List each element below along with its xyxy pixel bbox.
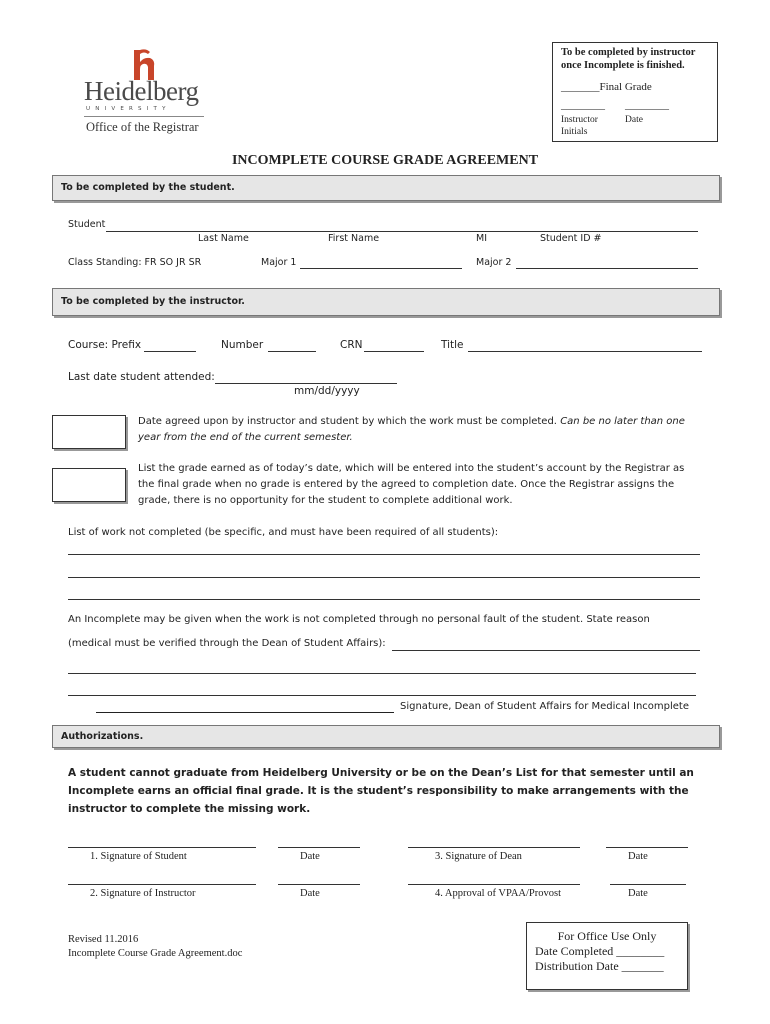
logo-name: Heidelberg bbox=[84, 76, 199, 106]
instructor-signature-field[interactable] bbox=[68, 884, 256, 885]
dean-signature-label: Signature, Dean of Student Affairs for Medical Incomplete bbox=[400, 701, 690, 712]
student-signature-label: 1. Signature of Student bbox=[90, 851, 187, 862]
initials-label: Initials bbox=[561, 127, 588, 137]
instructor-date-label: Date bbox=[300, 888, 320, 899]
student-section-label: To be completed by the student. bbox=[61, 182, 235, 193]
notice-3: instructor to complete the missing work. bbox=[68, 803, 311, 815]
date-agreed-italic-2: year from the end of the current semester. bbox=[138, 432, 353, 443]
dean-signature-field[interactable] bbox=[96, 712, 394, 713]
instructor-date-field[interactable] bbox=[278, 884, 360, 885]
logo bbox=[84, 48, 214, 140]
major2-label: Major 2 bbox=[476, 257, 512, 268]
instructor-signature-label: 2. Signature of Instructor bbox=[90, 888, 196, 899]
student-date-label: Date bbox=[300, 851, 320, 862]
work-line-1[interactable] bbox=[68, 554, 700, 555]
reason-text-2: (medical must be verified through the Dean of Student Affairs): bbox=[68, 638, 386, 649]
date-agreed-main: Date agreed upon by instructor and student by which the work must be completed. bbox=[138, 416, 557, 427]
box-line1: To be completed by instructor bbox=[561, 47, 696, 58]
office-use-title: For Office Use Only bbox=[557, 929, 657, 943]
date-agreed-italic: Can be no later than one bbox=[560, 416, 685, 427]
notice-2: Incomplete earns an official final grade. It is the student’s responsibility to make arrangements with the bbox=[68, 785, 689, 797]
dean-signature-line[interactable] bbox=[408, 847, 580, 848]
number-field[interactable] bbox=[268, 351, 316, 352]
date-agreed-text bbox=[138, 416, 685, 427]
student-label: Student bbox=[68, 219, 106, 230]
logo-office: Office of the Registrar bbox=[86, 120, 199, 134]
date-blank[interactable]: ________ bbox=[625, 99, 669, 111]
date-completed-field[interactable]: Date Completed ________ bbox=[535, 944, 665, 958]
grade-text-1: List the grade earned as of today’s date, which will be entered into the student’s account by the Registrar as bbox=[138, 463, 685, 474]
last-date-label: Last date student attended: bbox=[68, 371, 215, 383]
dean-label: 3. Signature of Dean bbox=[435, 851, 522, 862]
class-standing[interactable]: Class Standing: FR SO JR SR bbox=[68, 257, 202, 268]
student-date-field[interactable] bbox=[278, 847, 360, 848]
work-list-label: List of work not completed (be specific, and must have been required of all students): bbox=[68, 527, 499, 538]
major1-field[interactable] bbox=[300, 268, 462, 269]
student-section-header bbox=[52, 175, 720, 201]
vpaa-date-label: Date bbox=[628, 888, 648, 899]
reason-line-1[interactable] bbox=[68, 673, 696, 674]
office-use-box bbox=[526, 922, 688, 990]
dean-date-field[interactable] bbox=[606, 847, 688, 848]
vpaa-date-field[interactable] bbox=[610, 884, 686, 885]
number-label: Number bbox=[221, 339, 264, 351]
last-date-field[interactable] bbox=[215, 383, 397, 384]
vpaa-signature-field[interactable] bbox=[408, 884, 580, 885]
grade-text-2: the final grade when no grade is entered by the agreed to completion date. Once the Registrar assigns the bbox=[138, 479, 675, 490]
crn-field[interactable] bbox=[364, 351, 424, 352]
vpaa-label: 4. Approval of VPAA/Provost bbox=[435, 888, 562, 899]
notice-1: A student cannot graduate from Heidelberg University or be on the Dean’s List for that semester until an bbox=[68, 767, 694, 779]
reason-text-1: An Incomplete may be given when the work is not completed through no personal fault of the student. State reason bbox=[68, 614, 650, 625]
distribution-date-field[interactable]: Distribution Date _______ bbox=[535, 959, 664, 973]
mi-label: MI bbox=[476, 233, 487, 244]
authorizations-header bbox=[52, 725, 720, 748]
box-line2: once Incomplete is finished. bbox=[561, 60, 685, 71]
course-prefix-label: Course: Prefix bbox=[68, 339, 142, 351]
logo-university: UNIVERSITY bbox=[86, 106, 171, 112]
crn-label: CRN bbox=[340, 339, 363, 351]
date-label: Date bbox=[625, 115, 643, 125]
student-signature-field[interactable] bbox=[68, 847, 256, 848]
instructor-completion-box bbox=[552, 42, 718, 142]
title-label: Title bbox=[441, 339, 464, 351]
reason-field[interactable] bbox=[392, 650, 700, 651]
title-field[interactable] bbox=[468, 351, 702, 352]
date-agreed-box[interactable] bbox=[52, 415, 126, 449]
course-prefix-field[interactable] bbox=[144, 351, 196, 352]
work-line-2[interactable] bbox=[68, 577, 700, 578]
reason-line-2[interactable] bbox=[68, 695, 696, 696]
major1-label: Major 1 bbox=[261, 257, 297, 268]
instructor-label: Instructor bbox=[561, 115, 598, 125]
first-name-label: First Name bbox=[328, 233, 380, 244]
final-grade-field[interactable]: _______Final Grade bbox=[561, 81, 652, 93]
date-format-label: mm/dd/yyyy bbox=[294, 385, 360, 397]
instructor-section-label: To be completed by the instructor. bbox=[61, 296, 245, 307]
grade-text-3: grade, there is no opportunity for the student to complete additional work. bbox=[138, 495, 513, 506]
work-line-3[interactable] bbox=[68, 599, 700, 600]
initials-blank[interactable]: ________ bbox=[561, 99, 605, 111]
student-id-label: Student ID # bbox=[540, 233, 602, 244]
last-name-label: Last Name bbox=[198, 233, 249, 244]
page-title: INCOMPLETE COURSE GRADE AGREEMENT bbox=[231, 153, 539, 168]
instructor-section-header bbox=[52, 288, 720, 316]
major2-field[interactable] bbox=[516, 268, 698, 269]
revised-date: Revised 11.2016 bbox=[68, 934, 139, 945]
document-filename: Incomplete Course Grade Agreement.doc bbox=[68, 948, 243, 959]
dean-date-label: Date bbox=[628, 851, 648, 862]
student-name-field[interactable] bbox=[106, 231, 698, 232]
grade-box[interactable] bbox=[52, 468, 126, 502]
authorizations-label: Authorizations. bbox=[61, 731, 144, 742]
